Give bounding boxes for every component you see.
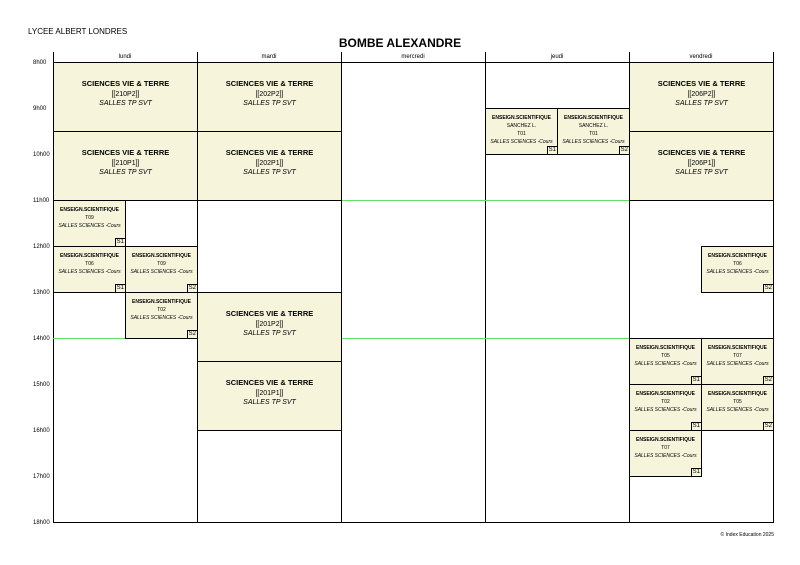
course-group: T02	[661, 399, 670, 405]
course-title: ENSEIGN.SCIENTIFIQUE	[636, 391, 695, 397]
hour-label: 18h00	[33, 520, 50, 526]
course-group: [[202P1]]	[255, 160, 284, 167]
copyright-text: © Index Education 2025	[720, 532, 774, 538]
day-header-vendredi: vendredi	[689, 54, 713, 60]
course-title: SCIENCES VIE & TERRE	[225, 79, 314, 88]
course-group: T01	[589, 131, 598, 137]
course-room: SALLES TP SVT	[243, 169, 296, 176]
course-room: SALLES SCIENCES -Cours	[562, 139, 625, 145]
course-title: ENSEIGN.SCIENTIFIQUE	[132, 253, 191, 259]
week-badge: S2	[764, 285, 772, 291]
course-title: SCIENCES VIE & TERRE	[225, 378, 314, 387]
course-block[interactable]	[197, 131, 342, 201]
week-badge: S1	[692, 423, 700, 429]
course-title: ENSEIGN.SCIENTIFIQUE	[708, 253, 767, 259]
course-room: SALLES SCIENCES -Cours	[706, 407, 769, 413]
course-block[interactable]	[629, 131, 774, 201]
hour-label: 9h00	[33, 106, 47, 112]
course-block[interactable]	[197, 292, 342, 362]
week-badge: S1	[116, 285, 124, 291]
week-badge: S1	[116, 239, 124, 245]
course-teacher: SANCHEZ L.	[578, 123, 609, 129]
week-badge: S2	[764, 423, 772, 429]
course-group: [[202P2]]	[255, 91, 284, 98]
course-room: SALLES SCIENCES -Cours	[58, 223, 121, 229]
course-block[interactable]	[629, 338, 702, 385]
course-group: [[201P2]]	[255, 321, 284, 328]
course-group: T06	[85, 261, 94, 267]
course-block[interactable]	[197, 361, 342, 431]
course-title: ENSEIGN.SCIENTIFIQUE	[132, 299, 191, 305]
course-group: T06	[733, 261, 742, 267]
course-room: SALLES TP SVT	[243, 100, 296, 107]
course-room: SALLES SCIENCES -Cours	[706, 269, 769, 275]
week-badge: S1	[692, 377, 700, 383]
hour-label: 15h00	[33, 382, 50, 388]
school-name: LYCEE ALBERT LONDRES	[28, 27, 128, 36]
week-badge: S2	[620, 147, 628, 153]
week-badge: S1	[692, 469, 700, 475]
course-title: SCIENCES VIE & TERRE	[657, 79, 746, 88]
hour-label: 17h00	[33, 474, 50, 480]
course-block[interactable]	[629, 384, 702, 431]
course-title: SCIENCES VIE & TERRE	[81, 148, 170, 157]
course-room: SALLES SCIENCES -Cours	[58, 269, 121, 275]
course-block[interactable]	[125, 246, 198, 293]
course-title: ENSEIGN.SCIENTIFIQUE	[636, 345, 695, 351]
course-title: SCIENCES VIE & TERRE	[225, 309, 314, 318]
course-room: SALLES SCIENCES -Cours	[634, 453, 697, 459]
day-header-mercredi: mercredi	[401, 54, 425, 60]
course-group: [[210P2]]	[111, 91, 140, 98]
course-block[interactable]	[125, 292, 198, 339]
day-header-mardi: mardi	[261, 54, 277, 60]
course-group: T07	[661, 445, 670, 451]
course-group: [[206P1]]	[687, 160, 716, 167]
course-room: SALLES TP SVT	[99, 100, 152, 107]
course-group: T07	[733, 353, 742, 359]
course-block[interactable]	[629, 430, 702, 477]
course-title: SCIENCES VIE & TERRE	[657, 148, 746, 157]
hour-label: 14h00	[33, 336, 50, 342]
week-badge: S2	[188, 331, 196, 337]
hour-label: 16h00	[33, 428, 50, 434]
course-block[interactable]	[53, 200, 126, 247]
course-room: SALLES TP SVT	[99, 169, 152, 176]
course-room: SALLES TP SVT	[243, 399, 296, 406]
course-group: T01	[517, 131, 526, 137]
course-room: SALLES SCIENCES -Cours	[706, 361, 769, 367]
course-block[interactable]	[701, 384, 774, 431]
course-title: ENSEIGN.SCIENTIFIQUE	[708, 391, 767, 397]
course-block[interactable]	[629, 62, 774, 132]
course-room: SALLES TP SVT	[675, 100, 728, 107]
course-title: SCIENCES VIE & TERRE	[81, 79, 170, 88]
course-group: T05	[733, 399, 742, 405]
timetable-title: BOMBE ALEXANDRE	[338, 36, 462, 50]
course-block[interactable]	[701, 338, 774, 385]
course-title: ENSEIGN.SCIENTIFIQUE	[60, 253, 119, 259]
course-block[interactable]	[53, 62, 198, 132]
hour-label: 11h00	[33, 198, 50, 204]
course-room: SALLES SCIENCES -Cours	[634, 407, 697, 413]
course-title: ENSEIGN.SCIENTIFIQUE	[60, 207, 119, 213]
course-title: ENSEIGN.SCIENTIFIQUE	[636, 437, 695, 443]
course-title: SCIENCES VIE & TERRE	[225, 148, 314, 157]
course-room: SALLES SCIENCES -Cours	[490, 139, 553, 145]
hour-label: 13h00	[33, 290, 50, 296]
course-block[interactable]	[557, 108, 630, 155]
course-block[interactable]	[485, 108, 558, 155]
hour-label: 12h00	[33, 244, 50, 250]
course-group: [[201P1]]	[255, 390, 284, 397]
course-title: ENSEIGN.SCIENTIFIQUE	[492, 115, 551, 121]
day-header-jeudi: jeudi	[550, 54, 564, 60]
week-badge: S2	[188, 285, 196, 291]
week-badge: S2	[764, 377, 772, 383]
course-group: T09	[85, 215, 94, 221]
course-room: SALLES TP SVT	[675, 169, 728, 176]
course-title: ENSEIGN.SCIENTIFIQUE	[564, 115, 623, 121]
course-group: T09	[157, 261, 166, 267]
course-group: [[206P2]]	[687, 91, 716, 98]
course-block[interactable]	[701, 246, 774, 293]
day-header-lundi: lundi	[118, 54, 132, 60]
course-block[interactable]	[197, 62, 342, 132]
course-room: SALLES TP SVT	[243, 330, 296, 337]
course-block[interactable]	[53, 246, 126, 293]
hour-label: 8h00	[33, 60, 47, 66]
course-teacher: SANCHEZ L.	[506, 123, 537, 129]
course-room: SALLES SCIENCES -Cours	[130, 269, 193, 275]
course-room: SALLES SCIENCES -Cours	[634, 361, 697, 367]
course-block[interactable]	[53, 131, 198, 201]
course-room: SALLES SCIENCES -Cours	[130, 315, 193, 321]
hour-label: 10h00	[33, 152, 50, 158]
course-group: T02	[157, 307, 166, 313]
course-title: ENSEIGN.SCIENTIFIQUE	[708, 345, 767, 351]
week-badge: S1	[548, 147, 556, 153]
course-group: T05	[661, 353, 670, 359]
course-group: [[210P1]]	[111, 160, 140, 167]
